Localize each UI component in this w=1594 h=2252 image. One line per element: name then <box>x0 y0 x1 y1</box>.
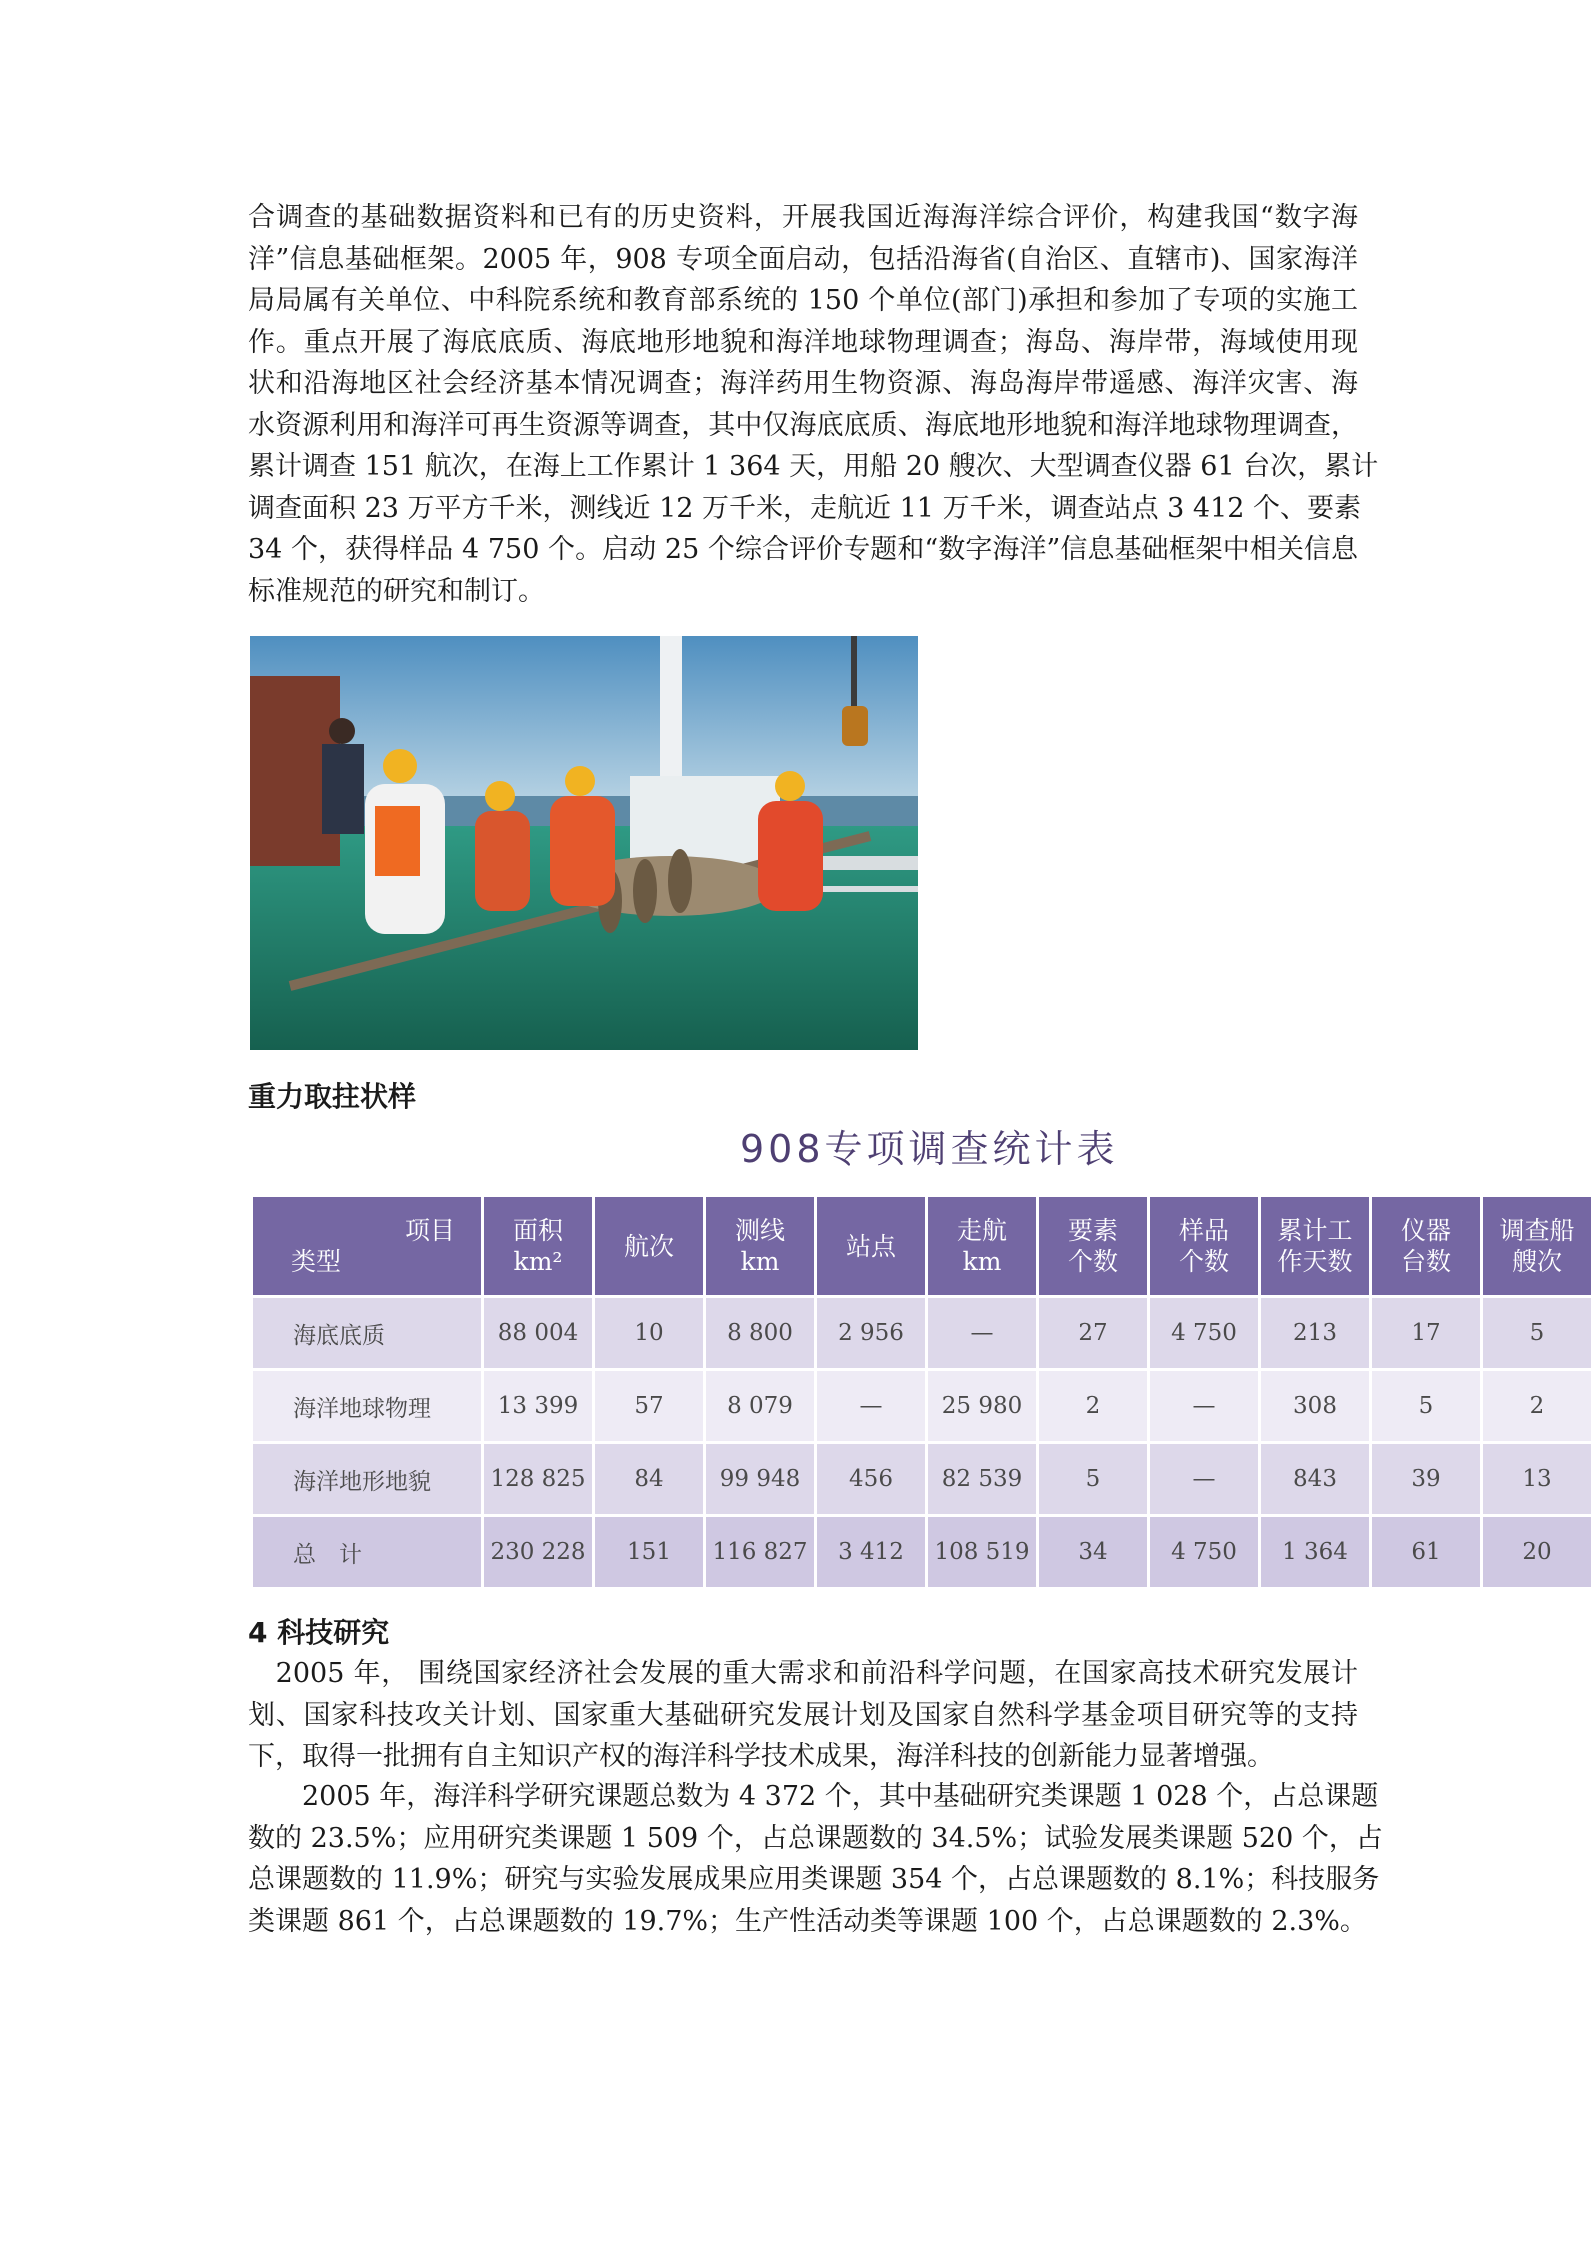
header-cell <box>928 1197 1036 1295</box>
section-paragraph-1 <box>248 1653 1358 1778</box>
header-line: 仪器 <box>1400 1216 1451 1245</box>
table-total-row <box>253 1517 1591 1587</box>
header-cell <box>1483 1197 1591 1295</box>
header-line: 个数 <box>1067 1247 1118 1276</box>
header-cell <box>1039 1197 1147 1295</box>
header-line: 累计工 <box>1277 1216 1353 1245</box>
header-line: 台数 <box>1400 1247 1451 1276</box>
text-line: 总课题数的 11.9%；研究与实验发展成果应用类课题 354 个，占总课题数的 8.1%；科技服务 <box>248 1864 1380 1895</box>
table-cell: 2 <box>1039 1371 1147 1441</box>
table-cell: 1 364 <box>1261 1517 1369 1587</box>
table-header-row <box>253 1197 1591 1295</box>
text-line: 局局属有关单位、中科院系统和教育部系统的 150 个单位(部门)承担和参加了专项的实施工 <box>248 285 1358 316</box>
table-cell: 84 <box>595 1444 703 1514</box>
header-line: 面积 <box>512 1216 563 1245</box>
table-cell: 4 750 <box>1150 1517 1258 1587</box>
text-line: 下，取得一批拥有自主知识产权的海洋科学技术成果，海洋科技的创新能力显著增强。 <box>248 1741 1274 1772</box>
table-cell: 116 827 <box>706 1517 814 1587</box>
text-line: 调查面积 23 万平方千米，测线近 12 万千米，走航近 11 万千米，调查站点 3 412 个、要素 <box>248 492 1362 524</box>
text-line: 标准规范的研究和制订。 <box>248 575 545 607</box>
header-cell <box>1372 1197 1480 1295</box>
text-line: 洋”信息基础框架。2005 年，908 专项全面启动，包括沿海省(自治区、直辖市)、国家海洋 <box>248 243 1358 275</box>
table-cell: 5 <box>1372 1371 1480 1441</box>
table-title: 908专项调查统计表 <box>740 1127 1119 1171</box>
section-heading: 4 科技研究 <box>248 1616 390 1649</box>
table-cell: 82 539 <box>928 1444 1036 1514</box>
row-label: 海底底质 <box>253 1298 481 1368</box>
row-label: 总 计 <box>253 1517 481 1587</box>
table-cell: 17 <box>1372 1298 1480 1368</box>
header-line: 走航 <box>956 1216 1007 1245</box>
photo-illustration <box>250 636 918 1050</box>
table-cell: 2 <box>1483 1371 1591 1441</box>
text-line: 状和沿海地区社会经济基本情况调查；海洋药用生物资源、海岛海岸带遥感、海洋灾害、海 <box>248 368 1358 399</box>
text-line: 累计调查 151 航次，在海上工作累计 1 364 天，用船 20 艘次、大型调查仪器 61 台次，累计 <box>248 451 1379 482</box>
text-line: 2005 年，海洋科学研究课题总数为 4 372 个，其中基础研究类课题 1 028 个，占总课题 <box>248 1781 1379 1812</box>
header-line: 个数 <box>1178 1247 1229 1276</box>
table-cell: 5 <box>1039 1444 1147 1514</box>
table-cell: 57 <box>595 1371 703 1441</box>
photo-caption: 重力取拄状样 <box>248 1080 417 1113</box>
text-line: 划、国家科技攻关计划、国家重大基础研究发展计划及国家自然科学基金项目研究等的支持 <box>248 1699 1358 1731</box>
table-cell: 151 <box>595 1517 703 1587</box>
table-cell: 99 948 <box>706 1444 814 1514</box>
text-line: 数的 23.5%；应用研究类课题 1 509 个，占总课题数的 34.5%；试验发展类课题 520 个，占 <box>248 1822 1383 1854</box>
table-cell: 27 <box>1039 1298 1147 1368</box>
table-cell: — <box>817 1371 925 1441</box>
table-cell: 25 980 <box>928 1371 1036 1441</box>
table-cell: 108 519 <box>928 1517 1036 1587</box>
header-line: 测线 <box>734 1216 785 1245</box>
header-line: km <box>740 1247 780 1276</box>
header-line: 站点 <box>845 1231 896 1261</box>
table-cell: 61 <box>1372 1517 1480 1587</box>
header-cell <box>706 1197 814 1295</box>
header-cell <box>1261 1197 1369 1295</box>
table-cell: 843 <box>1261 1444 1369 1514</box>
header-line: 作天数 <box>1277 1247 1353 1276</box>
table-cell: 39 <box>1372 1444 1480 1514</box>
header-cell <box>595 1197 703 1295</box>
table-cell: 10 <box>595 1298 703 1368</box>
table-cell: 230 228 <box>484 1517 592 1587</box>
text-line: 类课题 861 个，占总课题数的 19.7%；生产性活动类等课题 100 个，占总课题数的 2.3%。 <box>248 1905 1367 1937</box>
header-line: km <box>962 1247 1002 1276</box>
table-cell: 13 399 <box>484 1371 592 1441</box>
section-paragraph-2 <box>248 1776 1383 1942</box>
row-label: 海洋地形地貌 <box>253 1444 481 1514</box>
header-corner-top: 项目 <box>404 1216 455 1245</box>
text-line: 水资源利用和海洋可再生资源等调查，其中仅海底底质、海底地形地貌和海洋地球物理调查， <box>248 409 1358 441</box>
ship-deck-photo <box>250 636 918 1050</box>
table-cell: — <box>1150 1371 1258 1441</box>
intro-paragraph <box>248 197 1379 612</box>
table-cell: — <box>928 1298 1036 1368</box>
header-corner-bottom: 类型 <box>291 1247 342 1276</box>
table-cell: 213 <box>1261 1298 1369 1368</box>
header-line: 航次 <box>623 1231 674 1261</box>
table-cell: 8 079 <box>706 1371 814 1441</box>
table-cell: 8 800 <box>706 1298 814 1368</box>
table-cell: 5 <box>1483 1298 1591 1368</box>
header-corner <box>253 1197 481 1295</box>
header-line: 样品 <box>1178 1216 1229 1245</box>
table-cell: 456 <box>817 1444 925 1514</box>
text-line: 合调查的基础数据资料和已有的历史资料，开展我国近海海洋综合评价，构建我国“数字海 <box>248 202 1358 233</box>
text-line: 34 个，获得样品 4 750 个。启动 25 个综合评价专题和“数字海洋”信息基础框架中相关信息 <box>248 534 1358 565</box>
table-cell: 3 412 <box>817 1517 925 1587</box>
table-cell: 4 750 <box>1150 1298 1258 1368</box>
survey-statistics-table <box>250 1194 1594 1590</box>
table-cell: 88 004 <box>484 1298 592 1368</box>
table-row <box>253 1444 1591 1514</box>
row-label: 海洋地球物理 <box>253 1371 481 1441</box>
header-line: 要素 <box>1067 1216 1118 1245</box>
table-cell: 308 <box>1261 1371 1369 1441</box>
header-line: km² <box>513 1247 563 1276</box>
table-cell: 34 <box>1039 1517 1147 1587</box>
header-cell <box>484 1197 592 1295</box>
table-cell: — <box>1150 1444 1258 1514</box>
header-cell <box>817 1197 925 1295</box>
table-cell: 20 <box>1483 1517 1591 1587</box>
header-cell <box>1150 1197 1258 1295</box>
header-line: 调查船 <box>1499 1216 1575 1245</box>
header-line: 艘次 <box>1511 1247 1562 1276</box>
table-row <box>253 1371 1591 1441</box>
table-cell: 128 825 <box>484 1444 592 1514</box>
text-line: 作。重点开展了海底底质、海底地形地貌和海洋地球物理调查；海岛、海岸带，海域使用现 <box>248 326 1358 358</box>
table-cell: 13 <box>1483 1444 1591 1514</box>
table-row <box>253 1298 1591 1368</box>
table-cell: 2 956 <box>817 1298 925 1368</box>
text-line: 2005 年， 围绕国家经济社会发展的重大需求和前沿科学问题，在国家高技术研究发展计 <box>248 1658 1358 1689</box>
